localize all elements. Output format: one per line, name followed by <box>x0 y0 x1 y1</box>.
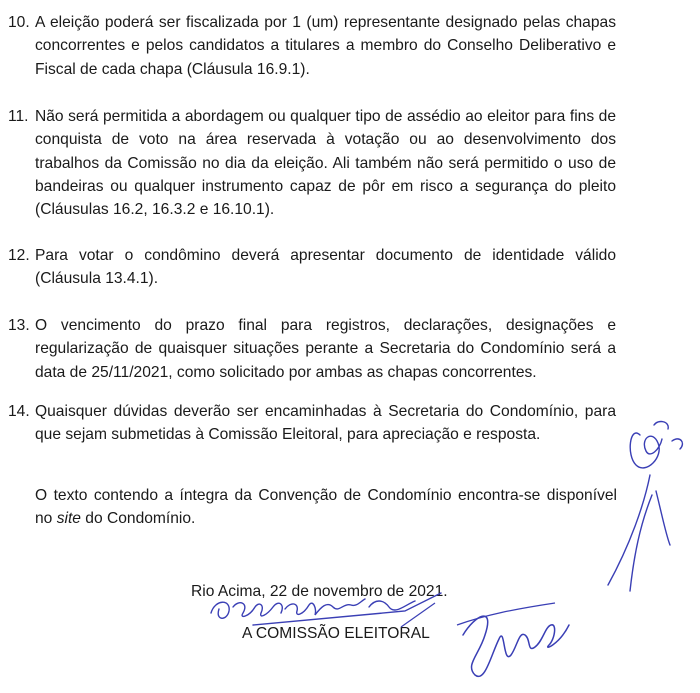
clause-text: A eleição poderá ser fiscalizada por 1 (um) representante designado pelas chapas concorrentes e pelos candidatos a titulares a membro do Conselho Deliberativo e Fiscal de cada chapa (Cláusula 16.9.1). <box>35 14 616 78</box>
convention-note <box>35 484 617 531</box>
clause-text: Não será permitida a abordagem ou qualquer tipo de assédio ao eleitor para fins de conquista de voto na área reservada à votação ou ao desenvolvimento dos trabalhos da Comissão no dia da eleição. Ali também não será permitido o uso de bandeiras ou qualquer instrumento capaz de pôr em risco a segurança do pleito (Cláusulas 16.2, 16.3.2 e 16.10.1). <box>35 108 616 219</box>
clause-10 <box>8 11 616 81</box>
clause-text: O vencimento do prazo final para registros, declarações, designações e regularização de quaisquer situações perante a Secretaria do Condomínio será a data de 25/11/2021, como solicitado por ambas as chapas concorrentes. <box>35 317 616 381</box>
place-date: Rio Acima, 22 de novembro de 2021. <box>191 583 448 600</box>
note-text-before: O texto contendo a íntegra da Convenção de Condomínio encontra-se disponível no <box>35 487 617 528</box>
signature-stroke <box>401 603 435 627</box>
clause-number: 11. <box>8 108 29 125</box>
signature-scribble-center <box>205 585 445 645</box>
clause-number: 13. <box>8 317 30 334</box>
clause-number: 14. <box>8 403 30 420</box>
signature-stroke <box>463 616 569 676</box>
clause-number: 10. <box>8 14 30 31</box>
clause-11 <box>8 105 616 221</box>
note-text-after: do Condomínio. <box>80 510 196 528</box>
signature-stroke <box>457 603 555 625</box>
signature-stroke <box>211 593 441 625</box>
signature-stroke <box>630 422 682 468</box>
signature-stroke <box>608 475 670 591</box>
signature-scribble-right-margin <box>600 395 690 595</box>
clause-number: 12. <box>8 247 30 264</box>
clause-text: Para votar o condômino deverá apresentar documento de identidade válido (Cláusula 13.4.1). <box>35 247 616 288</box>
signatory-label: A COMISSÃO ELEITORAL <box>242 625 430 642</box>
signature-scribble-bottom-right <box>455 595 575 685</box>
clause-text: Quaisquer dúvidas deverão ser encaminhadas à Secretaria do Condomínio, para que sejam submetidas à Comissão Eleitoral, para apreciação e resposta. <box>35 403 616 444</box>
clause-12 <box>8 244 616 291</box>
note-text-italic: site <box>56 510 81 528</box>
clause-13 <box>8 314 616 384</box>
clause-14 <box>8 400 616 447</box>
